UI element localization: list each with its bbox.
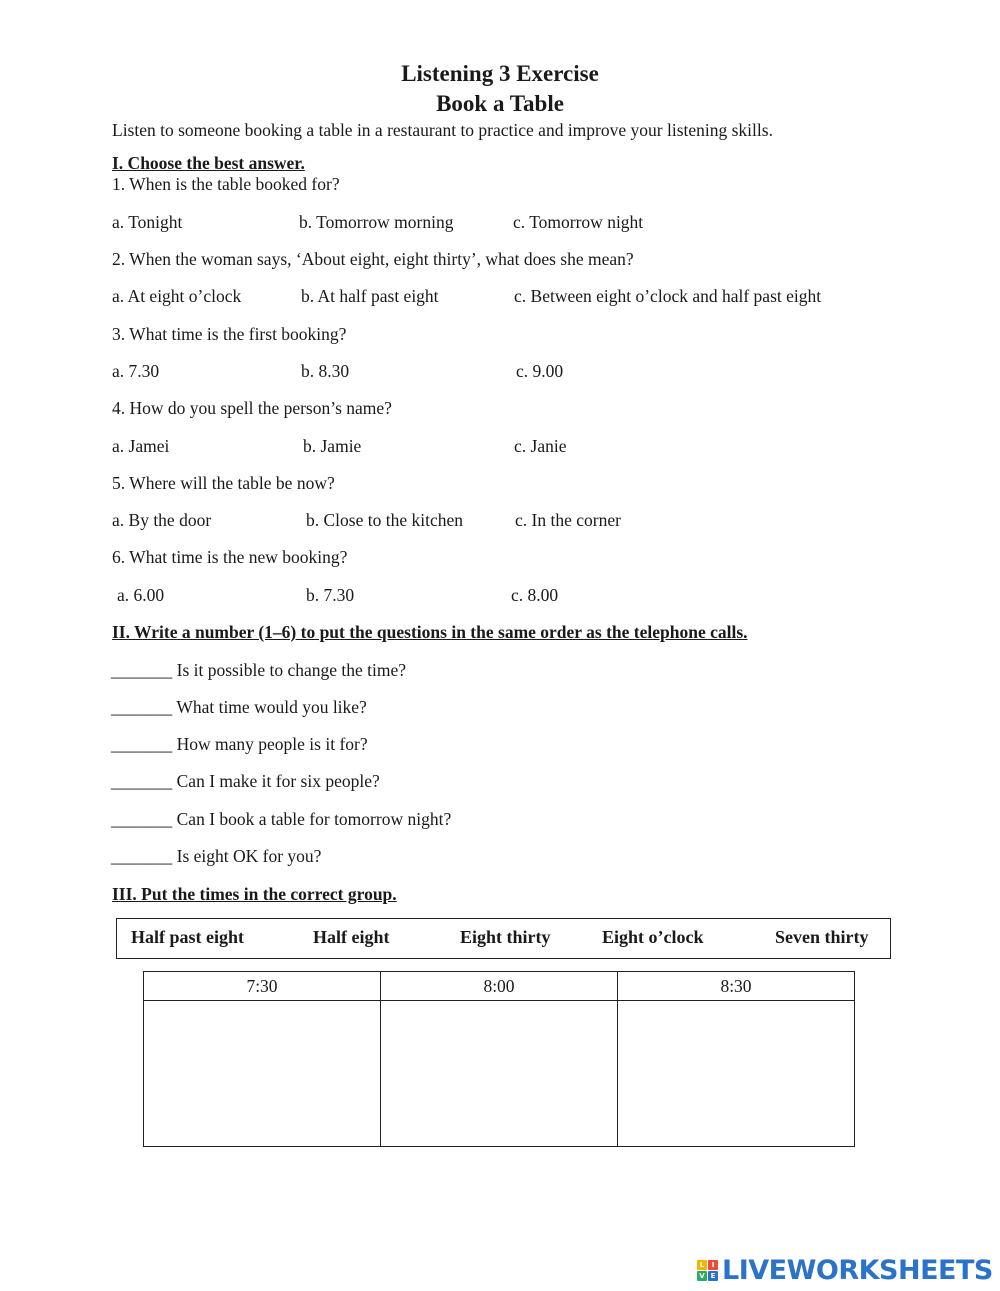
liveworksheets-mark-icon [697, 1260, 718, 1281]
column-header-830: 8:30 [618, 972, 855, 1001]
q5-option-a: a. By the door [112, 510, 212, 530]
order-item [111, 734, 368, 755]
order-item [111, 771, 380, 792]
q4-option-b: b. Jamie [303, 436, 362, 456]
q3-option-b: b. 8.30 [301, 361, 350, 381]
section-3-heading: III. Put the times in the correct group. [112, 884, 397, 904]
section-2-heading: II. Write a number (1–6) to put the questions in the same order as the telephone calls. [112, 622, 748, 642]
word-chip[interactable]: Eight o’clock [602, 927, 704, 947]
logo-mark-cell: L [697, 1260, 707, 1270]
order-blank[interactable]: _______ [111, 809, 173, 829]
page-subtitle: Book a Table [436, 91, 564, 116]
order-item-text: Is it possible to change the time? [176, 660, 407, 680]
drop-zone-800[interactable] [381, 1001, 618, 1147]
liveworksheets-logo [697, 1254, 993, 1286]
column-header-800: 8:00 [381, 972, 618, 1001]
intro-text: Listen to someone booking a table in a restaurant to practice and improve your listening skills. [112, 120, 773, 140]
logo-mark-cell: V [697, 1271, 707, 1281]
logo-text: LIVEWORKSHEETS [722, 1254, 993, 1286]
q5-option-b: b. Close to the kitchen [306, 510, 463, 530]
word-chip[interactable]: Seven thirty [775, 927, 869, 947]
q6-option-c: c. 8.00 [511, 585, 559, 605]
question-4: 4. How do you spell the person’s name? [112, 398, 392, 418]
word-bank [116, 918, 891, 959]
drop-zone-730[interactable] [144, 1001, 381, 1147]
word-chip[interactable]: Eight thirty [460, 927, 551, 947]
q1-option-b: b. Tomorrow morning [299, 212, 454, 232]
page-title: Listening 3 Exercise [401, 61, 599, 86]
order-item-text: How many people is it for? [176, 734, 368, 754]
logo-mark-cell: E [708, 1271, 718, 1281]
order-item [111, 846, 321, 867]
column-header-730: 7:30 [144, 972, 381, 1001]
q2-option-c: c. Between eight o’clock and half past eight [514, 286, 822, 306]
order-item-text: Is eight OK for you? [176, 846, 322, 866]
order-blank[interactable]: _______ [111, 734, 173, 754]
order-blank[interactable]: _______ [111, 846, 173, 866]
q3-option-c: c. 9.00 [516, 361, 564, 381]
order-blank[interactable]: _______ [111, 660, 173, 680]
question-3: 3. What time is the first booking? [112, 324, 347, 344]
order-item-text: Can I book a table for tomorrow night? [176, 809, 452, 829]
question-2: 2. When the woman says, ‘About eight, eight thirty’, what does she mean? [112, 249, 634, 269]
order-item-text: Can I make it for six people? [176, 771, 380, 791]
logo-mark-cell: I [708, 1260, 718, 1270]
order-item [111, 697, 367, 718]
order-item [111, 809, 451, 830]
question-6: 6. What time is the new booking? [112, 547, 348, 567]
order-item [111, 660, 406, 681]
question-1: 1. When is the table booked for? [112, 174, 340, 194]
q2-option-b: b. At half past eight [301, 286, 439, 306]
drop-zone-830[interactable] [618, 1001, 855, 1147]
q5-option-c: c. In the corner [515, 510, 621, 530]
question-5: 5. Where will the table be now? [112, 473, 335, 493]
q2-option-a: a. At eight o’clock [112, 286, 242, 306]
q1-option-a: a. Tonight [112, 212, 183, 232]
q4-option-a: a. Jamei [112, 436, 170, 456]
order-blank[interactable]: _______ [111, 697, 173, 717]
word-chip[interactable]: Half past eight [131, 927, 245, 947]
q6-option-a: a. 6.00 [117, 585, 165, 605]
q6-option-b: b. 7.30 [306, 585, 355, 605]
order-item-text: What time would you like? [176, 697, 367, 717]
q3-option-a: a. 7.30 [112, 361, 160, 381]
section-1-heading: I. Choose the best answer. [112, 153, 305, 173]
q1-option-c: c. Tomorrow night [513, 212, 644, 232]
time-groups-table [143, 971, 855, 1147]
order-blank[interactable]: _______ [111, 771, 173, 791]
q4-option-c: c. Janie [514, 436, 567, 456]
word-chip[interactable]: Half eight [313, 927, 390, 947]
